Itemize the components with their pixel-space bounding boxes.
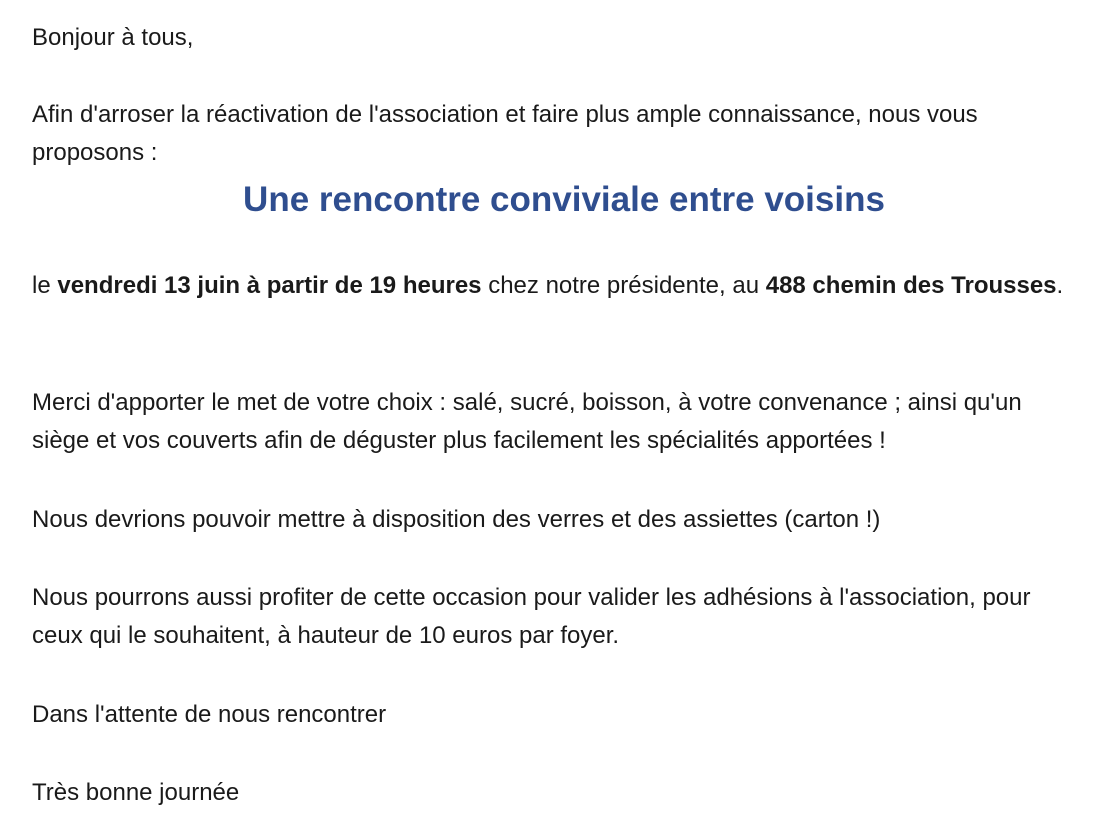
provided-items-paragraph: Nous devrions pouvoir mettre à disposition des verres et des assiettes (carton !) <box>32 506 881 533</box>
event-suffix: . <box>1056 272 1064 299</box>
closing-line: Dans l'attente de nous rencontrer <box>32 701 387 728</box>
farewell-line: Très bonne journée <box>32 779 240 806</box>
membership-paragraph: Nous pourrons aussi profiter de cette occasion pour valider les adhésions à l'association, pour ceux qui le souhaitent, à hauteur de 10 euros par foyer. <box>32 584 1031 649</box>
event-middle-text: chez notre présidente, au <box>481 272 766 299</box>
event-date-time: vendredi 13 juin à partir de 19 heures <box>57 272 482 299</box>
greeting: Bonjour à tous, <box>32 24 194 51</box>
event-prefix: le <box>32 272 58 299</box>
event-details-paragraph <box>32 267 1072 305</box>
bring-request-paragraph: Merci d'apporter le met de votre choix : salé, sucré, boisson, à votre convenance ; ainsi qu'un siège et vos couverts afin de déguster plus facilement les spécialités apportées ! <box>32 389 1022 454</box>
event-headline: Une rencontre conviviale entre voisins <box>243 180 885 219</box>
event-address: 488 chemin des Trousses <box>765 272 1057 299</box>
intro-paragraph: Afin d'arroser la réactivation de l'association et faire plus ample connaissance, nous vous proposons : <box>32 101 978 166</box>
